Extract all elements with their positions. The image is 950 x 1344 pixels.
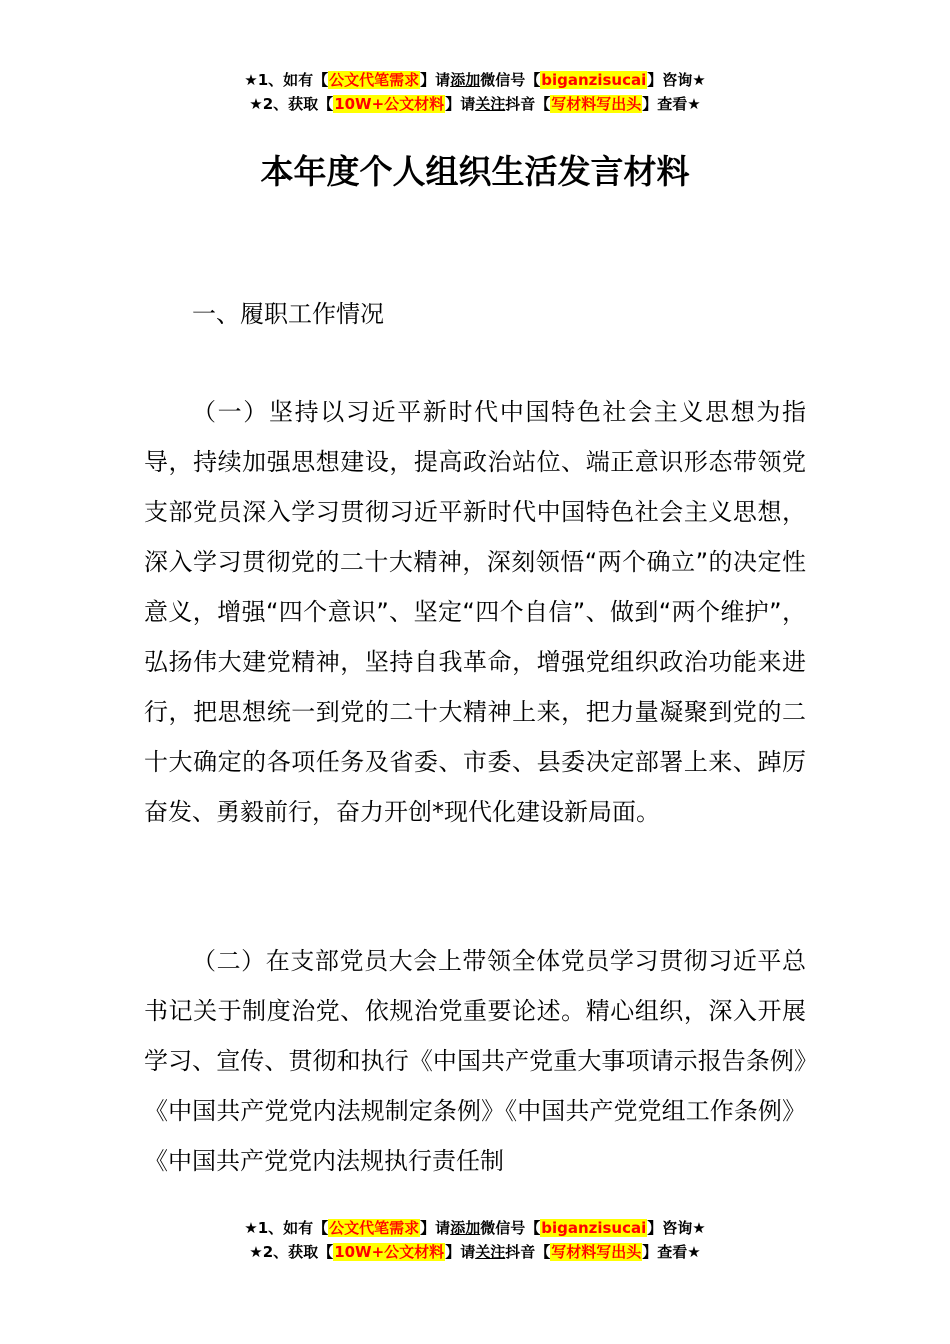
banner-text: 】请 [445, 1243, 476, 1261]
banner-prefix: ★1、如有【 [244, 1219, 329, 1237]
banner-suffix: 】咨询★ [647, 1219, 706, 1237]
banner-suffix: 】咨询★ [647, 71, 706, 89]
banner-highlight-materials: 10W+公文材料 [334, 1243, 445, 1261]
body-paragraph-2: （二）在支部党员大会上带领全体党员学习贯彻习近平总书记关于制度治党、依规治党重要论述。精心组织，深入开展学习、宣传、贯彻和执行《中国共产党重大事项请示报告条例》《中国共产党党内法规制定条例》《中国共产党党组工作条例》《中国共产党党内法规执行责任制 [144, 947, 806, 1175]
banner-text: 】请 [420, 1219, 451, 1237]
banner-text: 微信号【 [480, 71, 541, 89]
banner-emphasis: 添加 [450, 71, 481, 89]
banner-text: 】请 [420, 71, 451, 89]
banner-emphasis: 关注 [475, 95, 506, 113]
banner-line-2 [0, 1240, 950, 1264]
banner-highlight-wechat: biganzisucai [541, 71, 647, 89]
banner-prefix: ★2、获取【 [249, 95, 334, 113]
banner-text: 抖音【 [505, 95, 551, 113]
banner-highlight-douyin: 写材料写出头 [551, 1243, 642, 1261]
banner-line-1 [0, 68, 950, 92]
banner-highlight-wechat: biganzisucai [541, 1219, 647, 1237]
banner-line-1 [0, 1216, 950, 1240]
footer-banner [0, 1216, 950, 1264]
banner-text: 抖音【 [505, 1243, 551, 1261]
document-title: 本年度个人组织生活发言材料 [260, 152, 690, 191]
body-paragraph-1: （一）坚持以习近平新时代中国特色社会主义思想为指导，持续加强思想建设，提高政治站位、端正意识形态带领党支部党员深入学习贯彻习近平新时代中国特色社会主义思想， 深入学习贯彻党的二十大精神，深刻领悟“两个确立”的决定性意义，增强“四个意识”、坚定“四个自信”、做到“两个维护”，弘扬伟大建党精神，坚持自我革命，增强党组织政治功能来进行，把思想统一到党的二十大精神上来，把力量凝聚到党的二十大确定的各项任务及省委、市委、县委决定部署上来、踔厉奋发、勇毅前行，奋力开创*现代化建设新局面。 [144, 398, 806, 826]
banner-highlight-materials: 10W+公文材料 [334, 95, 445, 113]
header-banner [0, 68, 950, 116]
banner-highlight-douyin: 写材料写出头 [551, 95, 642, 113]
banner-highlight-service: 公文代笔需求 [329, 1219, 420, 1237]
banner-prefix: ★1、如有【 [244, 71, 329, 89]
banner-highlight-service: 公文代笔需求 [329, 71, 420, 89]
banner-text: 微信号【 [480, 1219, 541, 1237]
section-heading: 一、履职工作情况 [192, 300, 384, 328]
banner-text: 】请 [445, 95, 476, 113]
banner-suffix: 】查看★ [642, 95, 701, 113]
banner-line-2 [0, 92, 950, 116]
banner-prefix: ★2、获取【 [249, 1243, 334, 1261]
banner-suffix: 】查看★ [642, 1243, 701, 1261]
banner-emphasis: 添加 [450, 1219, 481, 1237]
banner-emphasis: 关注 [475, 1243, 506, 1261]
